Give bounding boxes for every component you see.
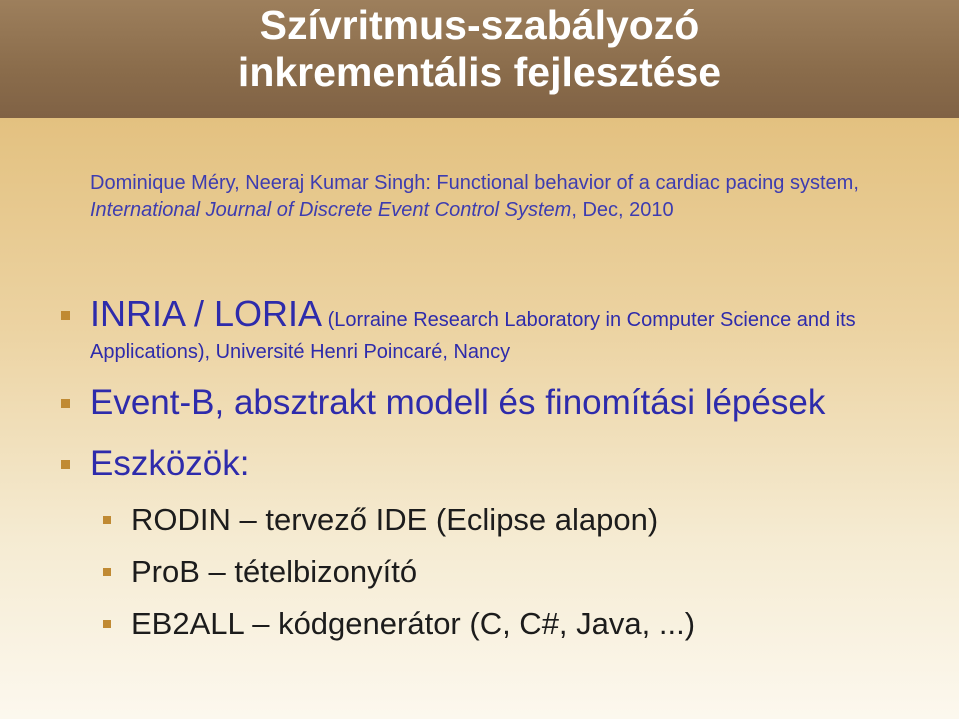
reference-date: , Dec, 2010 — [571, 199, 674, 221]
sub-bullet-item-eb2all: EB2ALL – kódgenerátor (C, C#, Java, ...) — [131, 606, 696, 641]
reference-authors: Dominique Méry, Neeraj Kumar Singh: Functional behavior of a cardiac pacing system, — [90, 172, 859, 194]
bullet-item-inria-main: INRIA / LORIA — [90, 293, 323, 334]
reference-journal: International Journal of Discrete Event Control System — [90, 199, 572, 221]
bullet-square-icon — [61, 311, 70, 320]
slide-title-line-2: inkrementális fejlesztése — [237, 49, 722, 95]
sub-bullet-square-icon — [103, 516, 111, 524]
slide-title-line-1: Szívritmus-szabályozó — [259, 2, 700, 48]
bullet-square-icon — [61, 399, 70, 408]
bullet-item-inria — [90, 293, 930, 368]
sub-bullet-item-prob: ProB – tételbizonyító — [131, 554, 418, 589]
bullet-item-inria-detail: (Lorraine Research Laboratory in Computer Science and its Applications), Université Henri Poincaré, Nancy — [90, 309, 856, 363]
slide-title — [0, 2, 959, 96]
sub-bullet-square-icon — [103, 620, 111, 628]
bullet-square-icon — [61, 460, 70, 469]
bullet-item-tools: Eszközök: — [90, 444, 250, 483]
sub-bullet-item-rodin: RODIN – tervező IDE (Eclipse alapon) — [131, 502, 659, 537]
reference-citation — [90, 170, 910, 224]
sub-bullet-square-icon — [103, 568, 111, 576]
bullet-item-eventb: Event-B, absztrakt modell és finomítási lépések — [90, 383, 826, 422]
